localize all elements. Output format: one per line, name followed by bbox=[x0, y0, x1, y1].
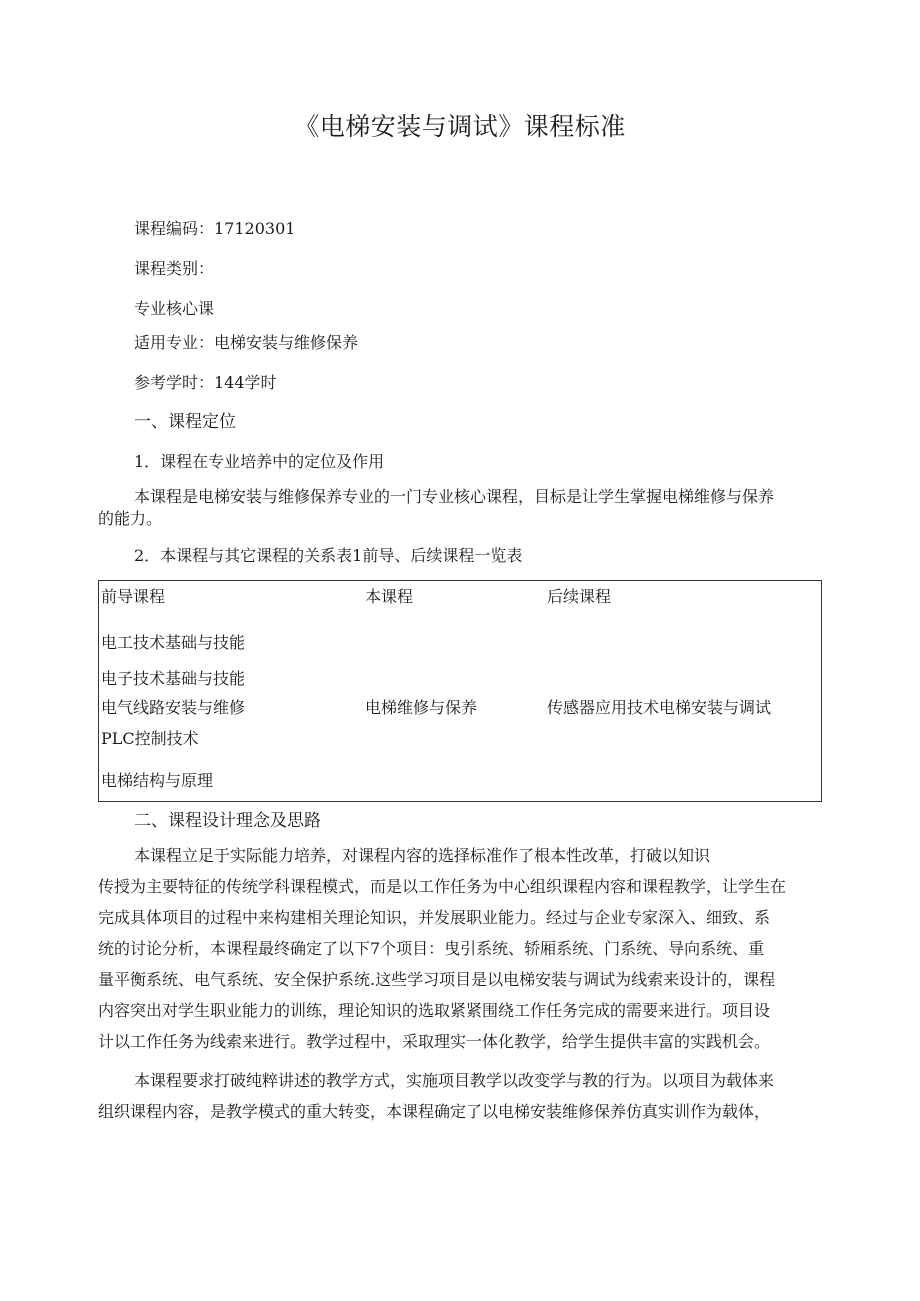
course-relation-table bbox=[98, 580, 822, 802]
table-cell-prior: 电梯结构与原理 bbox=[101, 771, 214, 790]
course-category-label: 课程类别： bbox=[134, 259, 215, 278]
table-cell-following: 传感器应用技术电梯安装与调试 bbox=[547, 698, 772, 717]
paragraph-line: 本课程要求打破纯粹讲述的教学方式，实施项目教学以改变学与教的行为。以项目为载体来 bbox=[134, 1071, 775, 1090]
subsection-1-2: 2．本课程与其它课程的关系表1前导、后续课程一览表 bbox=[134, 546, 523, 565]
paragraph-line: 量平衡系统、电气系统、安全保护系统.这些学习项目是以电梯安装与调试为线索来设计的，课程 bbox=[98, 970, 776, 989]
table-cell-prior: 电子技术基础与技能 bbox=[101, 669, 246, 688]
paragraph-line: 传授为主要特征的传统学科课程模式，而是以工作任务为中心组织课程内容和课程教学，让学生在 bbox=[98, 877, 787, 896]
course-code: 课程编码：17120301 bbox=[134, 219, 296, 238]
table-cell-current: 电梯维修与保养 bbox=[365, 698, 478, 717]
paragraph-line: 内容突出对学生职业能力的训练，理论知识的选取紧紧围绕工作任务完成的需要来进行。项目设 bbox=[98, 1001, 771, 1020]
paragraph-line: 组织课程内容，是教学模式的重大转变，本课程确定了以电梯安装维修保养仿真实训作为载体， bbox=[98, 1102, 771, 1121]
table-header-current: 本课程 bbox=[365, 587, 414, 606]
section-2-heading: 二、课程设计理念及思路 bbox=[134, 811, 321, 831]
paragraph-line: 统的讨论分析，本课程最终确定了以下7个项目：曳引系统、轿厢系统、门系统、导向系统、重 bbox=[98, 939, 765, 958]
subsection-1-1: 1．课程在专业培养中的定位及作用 bbox=[134, 452, 385, 471]
course-category-value: 专业核心课 bbox=[134, 299, 215, 318]
table-header-prior: 前导课程 bbox=[101, 587, 166, 606]
applicable-major: 适用专业：电梯安装与维修保养 bbox=[134, 333, 359, 352]
paragraph-line: 完成具体项目的过程中来构建相关理论知识，并发展职业能力。经过与企业专家深入、细致、系 bbox=[98, 908, 771, 927]
section-1-heading: 一、课程定位 bbox=[134, 412, 236, 432]
paragraph-line: 本课程是电梯安装与维修保养专业的一门专业核心课程，目标是让学生掌握电梯维修与保养 bbox=[134, 487, 775, 506]
table-cell-prior: 电工技术基础与技能 bbox=[101, 633, 246, 652]
table-header-following: 后续课程 bbox=[547, 587, 612, 606]
document-title: 《电梯安装与调试》课程标准 bbox=[294, 112, 626, 141]
table-cell-prior: PLC控制技术 bbox=[101, 729, 199, 748]
table-cell-prior: 电气线路安装与维修 bbox=[101, 698, 246, 717]
paragraph-line: 计以工作任务为线索来进行。教学过程中，采取理实一体化教学，给学生提供丰富的实践机会。 bbox=[98, 1032, 771, 1051]
paragraph-line: 的能力。 bbox=[98, 509, 163, 528]
paragraph-line: 本课程立足于实际能力培养，对课程内容的选择标准作了根本性改革，打破以知识 bbox=[134, 846, 711, 865]
reference-hours: 参考学时：144学时 bbox=[134, 373, 277, 392]
